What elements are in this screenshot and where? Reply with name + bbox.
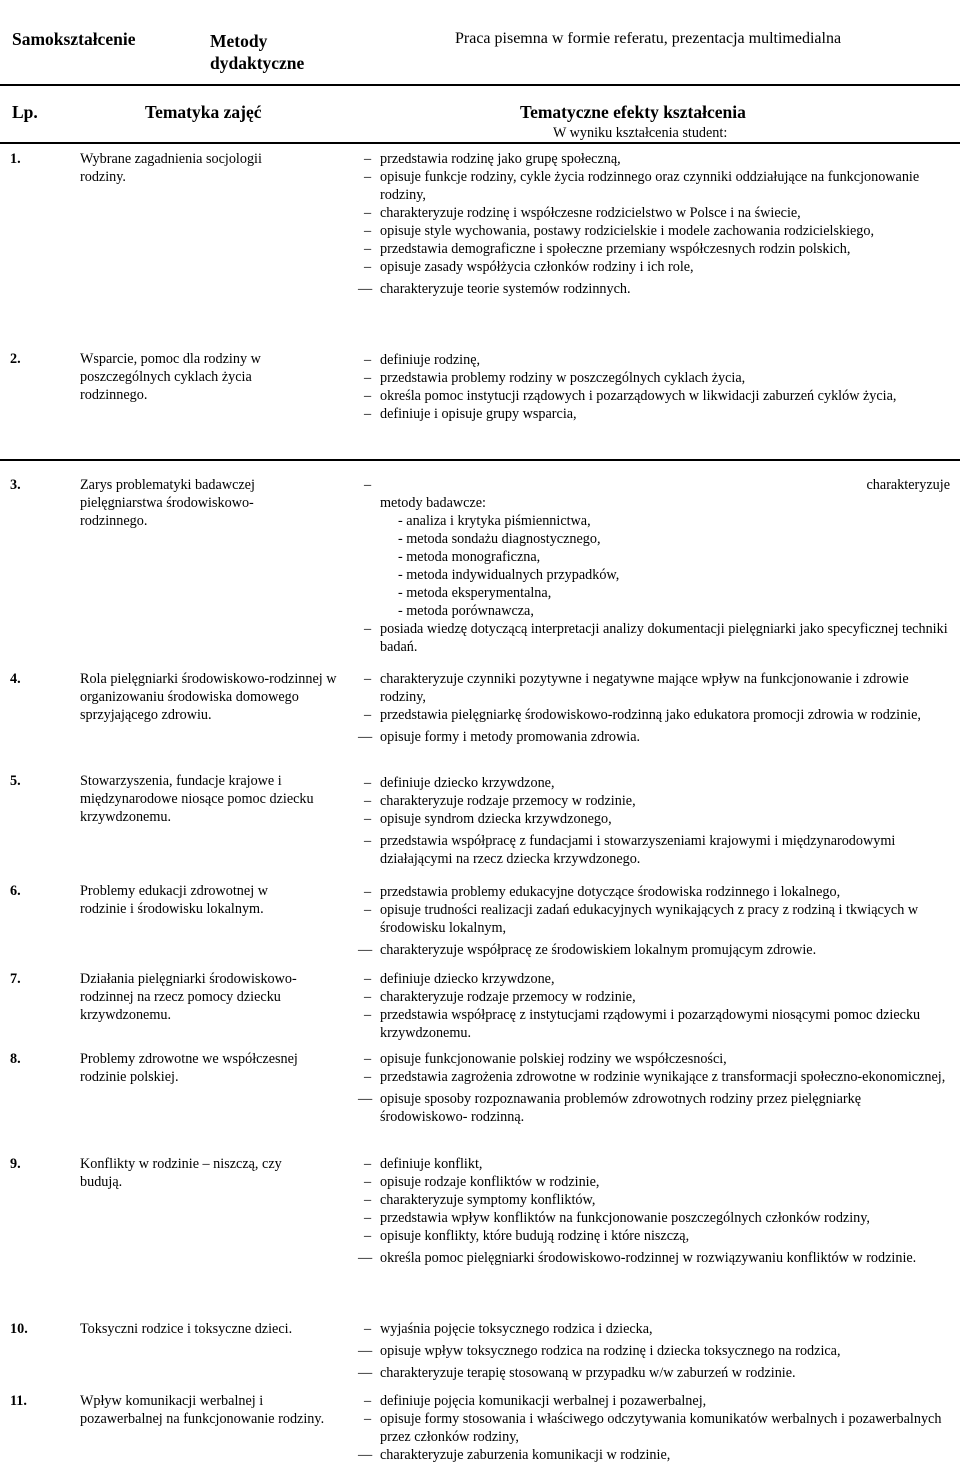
row-topic: Problemy edukacji zdrowotnej w rodzinie i środowisku lokalnym.: [80, 883, 268, 917]
effect-item: – przedstawia problemy rodziny w poszczególnych cyklach życia,: [350, 369, 950, 387]
effect-item: – charakteryzuje rodzinę i współczesne rodzicielstwo w Polsce i na świecie,: [350, 204, 950, 222]
effect-item: – przedstawia zagrożenia zdrowotne w rodzinie wynikające z transformacji społeczno-ekonomicznej,: [350, 1068, 950, 1086]
effect-item: – definiuje dziecko krzywdzone,: [350, 970, 950, 988]
effect-item: – opisuje funkcjonowanie polskiej rodziny we współczesności,: [350, 1050, 950, 1068]
row-number: 8.: [10, 1051, 21, 1067]
row-topic: Zarys problematyki badawczej pielęgniarstwa środowiskowo-rodzinnego.: [80, 477, 255, 529]
row-topic: Stowarzyszenia, fundacje krajowe i międzynarodowe niosące pomoc dziecku krzywdzonemu.: [80, 773, 314, 825]
row-topic: Wybrane zagadnienia socjologii rodziny.: [80, 151, 262, 185]
effect-item: – charakteryzuje: [350, 476, 950, 494]
effect-item: – określa pomoc instytucji rządowych i pozarządowych w likwidacji zaburzeń cyklów życia,: [350, 387, 950, 405]
effects-header: Tematyczne efekty kształcenia: [520, 102, 746, 122]
effect-item: – przedstawia rodzinę jako grupę społeczną,: [350, 150, 950, 168]
effects-block-3: [350, 476, 950, 656]
header-col-forma: Praca pisemna w formie referatu, prezentacja multimedialna: [455, 30, 842, 47]
effect-item: – definiuje i opisuje grupy wsparcia,: [350, 405, 950, 423]
effect-item: — charakteryzuje zaburzenia komunikacji w rodzinie,: [350, 1446, 950, 1464]
effects-block-4: [350, 670, 950, 746]
effect-item: – opisuje formy stosowania i właściwego odczytywania komunikatów werbalnych i pozawerbalnych przez członków rodziny,: [350, 1410, 950, 1446]
method-item: - analiza i krytyka piśmiennictwa,: [398, 513, 591, 529]
row-number: 7.: [10, 971, 21, 987]
effect-item: – posiada wiedzę dotyczącą interpretacji analizy dokumentacji pielęgniarki jako specyficznej techniki badań.: [350, 620, 950, 656]
header-col-metody: Metody dydaktyczne: [210, 31, 305, 73]
method-item: - metoda porównawcza,: [398, 603, 534, 619]
effect-item: — opisuje sposoby rozpoznawania problemów zdrowotnych rodziny przez pielęgniarkę środowiskowo- rodzinną.: [350, 1090, 950, 1126]
effect-item: – opisuje rodzaje konfliktów w rodzinie,: [350, 1173, 950, 1191]
effect-item: – przedstawia wpływ konfliktów na funkcjonowanie poszczególnych członków rodziny,: [350, 1209, 950, 1227]
effect-item: — opisuje formy i metody promowania zdrowia.: [350, 728, 950, 746]
lp-header: Lp.: [12, 102, 38, 122]
effect-item: – charakteryzuje rodzaje przemocy w rodzinie,: [350, 792, 950, 810]
effect-item: – definiuje rodzinę,: [350, 351, 950, 369]
effects-block-8: [350, 1050, 950, 1126]
effect-item: — charakteryzuje współpracę ze środowiskiem lokalnym promującym zdrowie.: [350, 941, 950, 959]
method-item: - metoda sondażu diagnostycznego,: [398, 531, 601, 547]
row-number: 4.: [10, 671, 21, 687]
effects-block-7: [350, 970, 950, 1042]
row-topic: Problemy zdrowotne we współczesnej rodzinie polskiej.: [80, 1051, 298, 1085]
method-item: - metoda eksperymentalna,: [398, 585, 552, 601]
effect-item: – opisuje konflikty, które budują rodzinę i które niszczą,: [350, 1227, 950, 1245]
effect-item: – opisuje trudności realizacji zadań edukacyjnych wynikających z pracy z rodziną i tkwiących w środowisku lokalnym,: [350, 901, 950, 937]
effects-block-10: [350, 1320, 950, 1382]
row-topic: Wpływ komunikacji werbalnej i pozawerbalnej na funkcjonowanie rodziny.: [80, 1393, 325, 1427]
row-topic: Rola pielęgniarki środowiskowo-rodzinnej w organizowaniu środowiska domowego sprzyjającego zdrowiu.: [80, 671, 337, 723]
method-item: - metoda indywidualnych przypadków,: [398, 567, 620, 583]
effect-item: – przedstawia współpracę z instytucjami rządowymi i pozarządowymi niosącymi pomoc dziecku krzywdzonemu.: [350, 1006, 950, 1042]
effects-block-11: [350, 1392, 950, 1464]
method-item: - metoda monograficzna,: [398, 549, 541, 565]
effect-item: – definiuje pojęcia komunikacji werbalnej i pozawerbalnej,: [350, 1392, 950, 1410]
effect-item: – przedstawia współpracę z fundacjami i stowarzyszeniami krajowymi i międzynarodowymi działającymi na rzecz dziecka krzywdzonego.: [350, 832, 950, 868]
effects-block-9: [350, 1155, 950, 1267]
header-col-samoksztalcenie: Samokształcenie: [12, 29, 136, 49]
row-topic: Toksyczni rodzice i toksyczne dzieci.: [80, 1321, 293, 1337]
effects-block-2: [350, 351, 950, 423]
effect-item: – opisuje funkcje rodziny, cykle życia rodzinnego oraz czynniki oddziałujące na funkcjonowanie rodziny,: [350, 168, 950, 204]
effects-block-6: [350, 883, 950, 959]
divider: [0, 459, 960, 461]
row-number: 3.: [10, 477, 21, 493]
divider: [0, 142, 960, 144]
effects-block-5: [350, 774, 950, 868]
row-topic: Wsparcie, pomoc dla rodziny w poszczególnych cyklach życia rodzinnego.: [80, 351, 261, 403]
effect-item: – definiuje konflikt,: [350, 1155, 950, 1173]
effect-item: – opisuje zasady współżycia członków rodziny i ich role,: [350, 258, 950, 276]
effect-item: – definiuje dziecko krzywdzone,: [350, 774, 950, 792]
effects-subheader: W wyniku kształcenia student:: [553, 125, 728, 141]
row-number: 6.: [10, 883, 21, 899]
divider: [0, 84, 960, 86]
row-number: 5.: [10, 773, 21, 789]
row-topic: Działania pielęgniarki środowiskowo-rodzinnej na rzecz pomocy dziecku krzywdzonemu.: [80, 971, 297, 1023]
effect-item: – przedstawia pielęgniarkę środowiskowo-rodzinną jako edukatora promocji zdrowia w rodzinie,: [350, 706, 950, 724]
effect-item: — charakteryzuje teorie systemów rodzinnych.: [350, 280, 950, 298]
effect-item: — charakteryzuje terapię stosowaną w przypadku w/w zaburzeń w rodzinie.: [350, 1364, 950, 1382]
row-number: 11.: [10, 1393, 27, 1409]
row-number: 10.: [10, 1321, 28, 1337]
row-number: 9.: [10, 1156, 21, 1172]
effect-item: – charakteryzuje symptomy konfliktów,: [350, 1191, 950, 1209]
row-number: 2.: [10, 351, 21, 367]
effect-item: — opisuje wpływ toksycznego rodzica na rodzinę i dziecka toksycznego na rodzica,: [350, 1342, 950, 1360]
effect-methods-lead: metody badawcze:: [380, 495, 486, 511]
row-number: 1.: [10, 151, 21, 167]
effect-item: – opisuje syndrom dziecka krzywdzonego,: [350, 810, 950, 828]
effect-item: – przedstawia demograficzne i społeczne przemiany współczesnych rodzin polskich,: [350, 240, 950, 258]
row-topic: Konflikty w rodzinie – niszczą, czy budują.: [80, 1156, 282, 1190]
effect-item: – wyjaśnia pojęcie toksycznego rodzica i dziecka,: [350, 1320, 950, 1338]
effect-item: – opisuje style wychowania, postawy rodzicielskie i modele zachowania rodzicielskiego,: [350, 222, 950, 240]
effect-item: – przedstawia problemy edukacyjne dotyczące środowiska rodzinnego i lokalnego,: [350, 883, 950, 901]
effects-block-1: [350, 150, 950, 298]
topic-header: Tematyka zajęć: [145, 102, 262, 122]
effect-item: – charakteryzuje rodzaje przemocy w rodzinie,: [350, 988, 950, 1006]
effect-item: — określa pomoc pielęgniarki środowiskowo-rodzinnej w rozwiązywaniu konfliktów w rodzinie.: [350, 1249, 950, 1267]
effect-item: – charakteryzuje czynniki pozytywne i negatywne mające wpływ na funkcjonowanie i zdrowie rodziny,: [350, 670, 950, 706]
